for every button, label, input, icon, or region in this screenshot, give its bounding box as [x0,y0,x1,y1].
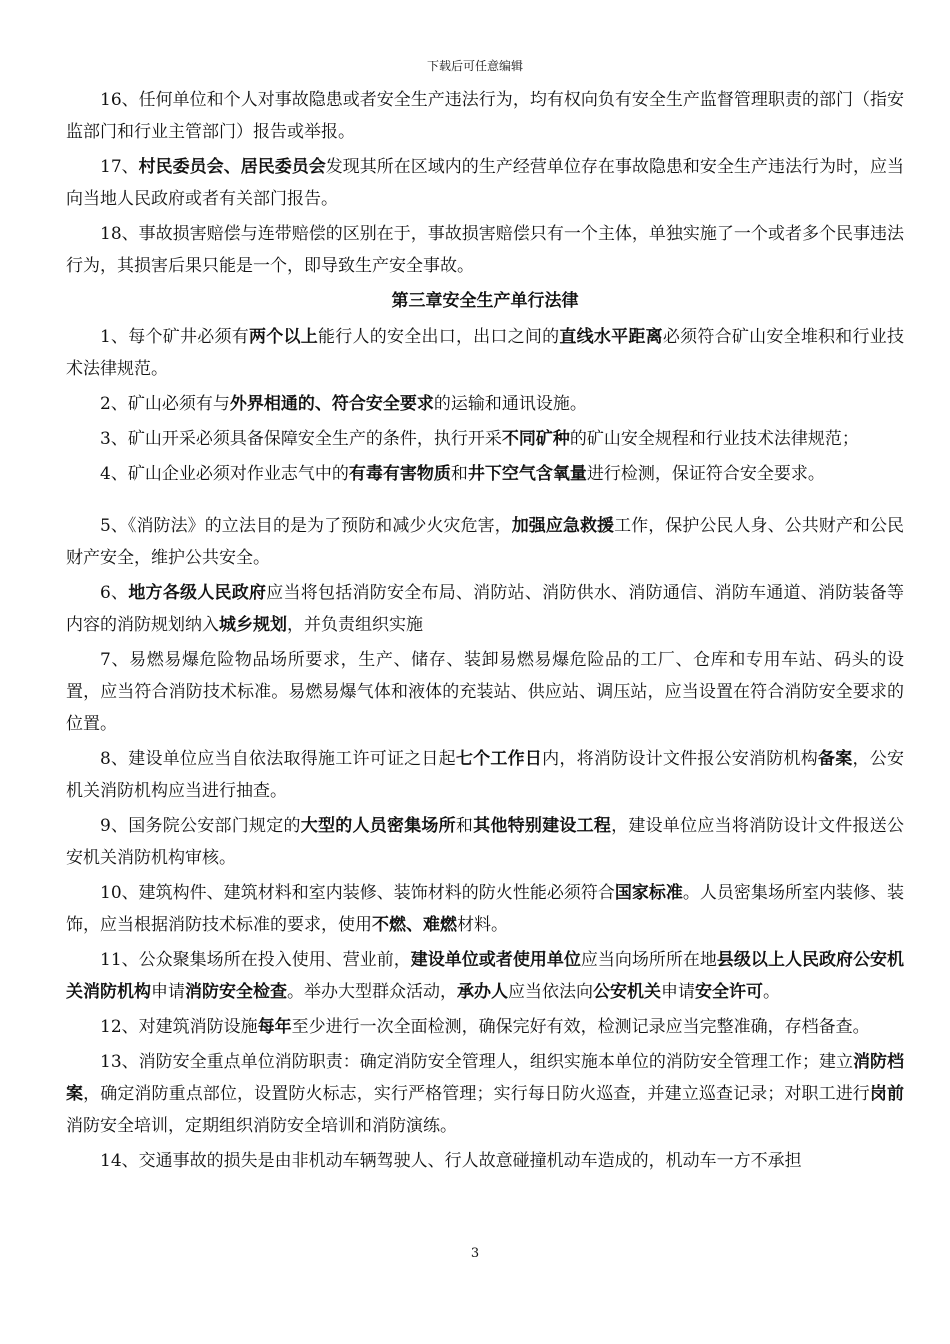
bold-text: 不同矿种 [501,429,570,449]
paragraph-text: 。 [763,982,780,1002]
paragraph [66,1046,904,1142]
bold-text: 岗前 [869,1084,905,1104]
paragraph-group-after [66,321,904,1177]
paragraph-text: ，建设单位应当将消防设计文件报送公安机关消防机构审核。 [66,816,905,868]
paragraph [66,510,904,574]
paragraph [66,84,904,148]
page-header: 下载后可任意编辑 [426,59,523,73]
paragraph-text: 16、任何单位和个人对事故隐患或者安全生产违法行为，均有权向负有安全生产监督管理职责的部门（指安监部门和行业主管部门）报告或举报。 [66,90,904,142]
paragraph-text: 10、建筑构件、建筑材料和室内装修、装饰材料的防火性能必须符合 [100,883,615,903]
paragraph [66,577,904,641]
paragraph [66,644,904,740]
bold-text: 建设单位或者使用单位 [410,950,581,970]
bold-text: 大型的人员密集场所 [300,816,456,836]
paragraph-text: 应当依法向 [508,982,593,1002]
paragraph-text: 应当向场所所在地 [580,950,717,970]
paragraph-text: 2、矿山必须有与 [100,394,230,414]
bold-text: 备案 [818,749,853,769]
paragraph-text: 14、交通事故的损失是由非机动车辆驾驶人、行人故意碰撞机动车造成的，机动车一方不承担 [100,1151,802,1171]
bold-text: 国家标准 [614,883,683,903]
bold-text: 加强应急救援 [511,516,615,536]
paragraph [66,388,904,420]
bold-text: 公安机关 [593,982,661,1002]
bold-text: 安全许可 [695,982,763,1002]
bold-text: 其他特别建设工程 [473,816,612,836]
paragraph-text: 必须符合矿山安全堆积和行业技术法律规范。 [66,327,905,379]
paragraph-text: ，确定消防重点部位，设置防火标志，实行严格管理；实行每日防火巡查，并建立巡查记录；对职工进行 [83,1084,870,1104]
page-number: 3 [470,1246,480,1261]
paragraph [66,321,904,385]
chapter-title: 第三章安全生产单行法律 [391,291,579,311]
bold-text: 城乡规划 [219,615,287,635]
paragraph-text: 消防安全培训，定期组织消防安全培训和消防演练。 [66,1116,457,1136]
paragraph-text: 11、公众聚集场所在投入使用、营业前， [100,950,411,970]
paragraph-text: 7、易燃易爆危险物品场所要求，生产、储存、装卸易燃易爆危险品的工厂、仓库和专用车站、码头的设置，应当符合消防技术标准。易燃易爆气体和液体的充装站、供应站、调压站，应当设置在符合消防安全要求的位置。 [66,650,904,734]
paragraph [66,1145,904,1177]
bold-text: 承办人 [457,982,508,1002]
paragraph-text: 的运输和通讯设施。 [433,394,587,414]
paragraph-text: 和 [450,464,468,484]
paragraph-text: 材料。 [457,915,508,935]
paragraph-text: 工作，保护公民人身、公共财产和公民财产安全，维护公共安全。 [66,516,905,568]
paragraph-text: 发现其所在区域内的生产经营单位存在事故隐患和安全生产违法行为时，应当向当地人民政府或者有关部门报告。 [66,157,905,209]
bold-text: 每年 [257,1017,292,1037]
paragraph [66,458,904,490]
paragraph [66,810,904,874]
paragraph-text: 。人员密集场所室内装修、装饰，应当根据消防技术标准的要求，使用 [66,883,904,935]
bold-text: 直线水平距离 [559,327,663,347]
bold-text: 县级以上人民政府公安机关消防机构 [66,950,904,1002]
bold-text: 不燃、难燃 [372,915,457,935]
paragraph-text: 至少进行一次全面检测，确保完好有效，检测记录应当完整准确，存档备查。 [291,1017,870,1037]
paragraph-text: 12、对建筑消防设施 [100,1017,258,1037]
bold-text: 村民委员会、居民委员会 [138,157,326,177]
paragraph-text: 申请 [151,982,185,1002]
document-body [66,84,904,1180]
bold-text: 两个以上 [249,327,318,347]
bold-text: 外界相通的、符合安全要求 [229,394,434,414]
paragraph [66,944,904,1008]
paragraph-text: 进行检测，保证符合安全要求。 [586,464,825,484]
bold-text: 七个工作日 [455,749,543,769]
paragraph-text: 能行人的安全出口，出口之间的 [318,327,560,347]
paragraph-text: 9、国务院公安部门规定的 [100,816,301,836]
paragraph-text: 3、矿山开采必须具备保障安全生产的条件，执行开采 [100,429,502,449]
paragraph-text: ，并负责组织实施 [287,615,423,635]
paragraph-text: 。举办大型群众活动， [287,982,457,1002]
paragraph-text: 6、 [100,583,129,603]
bold-text: 有毒有害物质 [348,464,451,484]
bold-text: 地方各级人民政府 [128,583,267,603]
paragraph-text: 的矿山安全规程和行业技术法律规范； [569,429,859,449]
paragraph [66,218,904,282]
paragraph-text: 8、建设单位应当自依法取得施工许可证之日起 [100,749,456,769]
bold-text: 井下空气含氧量 [467,464,587,484]
paragraph [66,423,904,455]
paragraph-text: 应当将包括消防安全布局、消防站、消防供水、消防通信、消防车通道、消防装备等内容的消防规划纳入 [66,583,905,635]
paragraph-text: 申请 [661,982,695,1002]
paragraph [66,743,904,807]
paragraph-text: 13、消防安全重点单位消防职责：确定消防安全管理人，组织实施本单位的消防安全管理工作；建立 [100,1052,853,1072]
paragraph-text: 1、每个矿井必须有 [100,327,250,347]
paragraph [66,1011,904,1043]
paragraph-group-before [66,84,904,282]
paragraph-text: 和 [455,816,474,836]
bold-text: 消防安全检查 [185,982,287,1002]
paragraph-text: 4、矿山企业必须对作业志气中的 [100,464,349,484]
paragraph-text: 17、 [100,157,139,177]
paragraph-text: ，公安机关消防机构应当进行抽查。 [66,749,905,801]
paragraph [66,877,904,941]
paragraph-text: 5、《消防法》的立法目的是为了预防和减少火灾危害， [100,516,512,536]
paragraph-text: 内，将消防设计文件报公安消防机构 [542,749,819,769]
paragraph-text: 18、事故损害赔偿与连带赔偿的区别在于，事故损害赔偿只有一个主体，单独实施了一个或者多个民事违法行为，其损害后果只能是一个，即导致生产安全事故。 [66,224,904,276]
paragraph [66,151,904,215]
bold-text: 消防档案 [66,1052,904,1104]
